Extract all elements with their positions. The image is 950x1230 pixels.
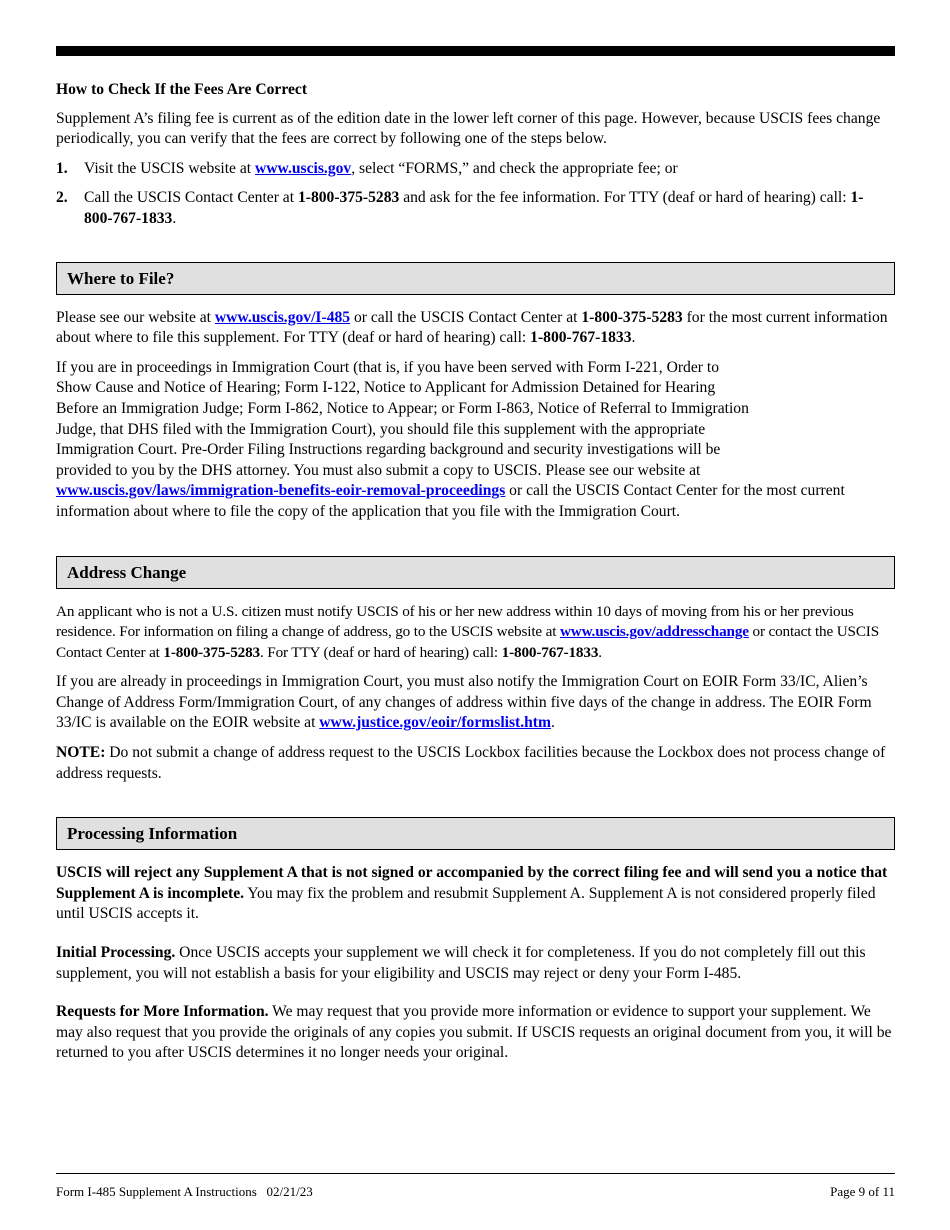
address-para-1: An applicant who is not a U.S. citizen must notify USCIS of his or her new address within 10 days of moving from his or her previous residence. For information on filing a change of address, go to the USCIS website at www.uscis.gov/addresschange or contact the USCIS Contact Center at 1-800-375-5283. For TTY (deaf or hard of hearing) call: 1-800-767-1833. <box>56 602 880 661</box>
note-label: NOTE: <box>56 744 106 762</box>
address-para-2: If you are already in proceedings in Immigration Court, you must also notify the Immigration Court on EOIR Form 33/IC, Alien’s Change of Address Form/Immigration Court, of any changes of address within five days of the change in address. The EOIR Form 33/IC is available on the EOIR website at www.justice.gov/eoir/formslist.htm. <box>56 673 872 732</box>
footer-page-number: Page 9 of 11 <box>830 1184 895 1199</box>
eoir-forms-link[interactable]: www.justice.gov/eoir/formslist.htm <box>319 714 551 732</box>
address-note: NOTE: Do not submit a change of address request to the USCIS Lockbox facilities because the Lockbox does not process change of address requests. <box>56 744 886 782</box>
processing-para-3: Requests for More Information. We may request that you provide more information or evidence to support your supplement. We may also request that you provide the originals of any copies you submit. If USCIS requests an original document from you, it will be returned to you after USCIS determines it no longer needs your original. <box>56 1003 892 1062</box>
tty-phone: 1-800-767-1833 <box>84 189 864 227</box>
contact-phone: 1-800-375-5283 <box>297 189 400 207</box>
where-to-file-header: Where to File? <box>56 262 895 295</box>
top-rule <box>56 46 895 56</box>
list-item <box>56 159 892 180</box>
processing-para-2: Initial Processing. Once USCIS accepts your supplement we will check it for completeness. If you do not completely fill out this supplement, you will not establish a basis for your eligibility and USCIS may reject or deny your Form I-485. <box>56 944 866 982</box>
address-change-link[interactable]: www.uscis.gov/addresschange <box>559 623 749 641</box>
footer-form-edition: Form I-485 Supplement A Instructions 02/21/23 <box>56 1184 313 1199</box>
page-content <box>56 80 892 1064</box>
list-item <box>56 188 892 229</box>
where-para-1: Please see our website at www.uscis.gov/I-485 or call the USCIS Contact Center at 1-800-375-5283 for the most current information about where to file this supplement. For TTY (deaf or hard of hearing) call: 1-800-767-1833. <box>56 308 888 347</box>
fees-heading: How to Check If the Fees Are Correct <box>56 81 308 98</box>
uscis-website-link[interactable]: www.uscis.gov <box>255 159 352 177</box>
where-para-2: If you are in proceedings in Immigration Court (that is, if you have been served with Form I-221, Order to Show Cause and Notice of Hearing; Form I-122, Notice to Applicant for Admission Detained for Hearing Before an Immigration Judge; Form I-862, Notice to Appear; or Form I-863, Notice of Referral to Immigration Judge, that DHS filed with the Immigration Court), you should file this supplement with the appropriate Immigration Court. Pre-Order Filing Instructions regarding background and security investigations will be provided to you by the DHS attorney. You must also submit a copy to USCIS. Please see our website at www.uscis.gov/laws/immigration-benefits-eoir-removal-proceedings or call the USCIS Contact Center for the most current information about where to file the copy of the application that you file with the Immigration Court. <box>56 358 845 520</box>
processing-header: Processing Information <box>56 817 895 850</box>
list-text: Visit the USCIS website at www.uscis.gov, select “FORMS,” and check the appropriate fee; or <box>84 159 678 177</box>
i485-link[interactable]: www.uscis.gov/I-485 <box>214 308 351 326</box>
footer-rule <box>56 1173 895 1174</box>
list-number: 1. <box>56 159 68 177</box>
address-change-header: Address Change <box>56 556 895 589</box>
eoir-proceedings-link[interactable]: www.uscis.gov/laws/immigration-benefits-eoir-removal-proceedings <box>56 482 506 500</box>
list-text: Call the USCIS Contact Center at 1-800-375-5283 and ask for the fee information. For TTY (deaf or hard of hearing) call: 1-800-767-1833. <box>84 189 864 227</box>
list-number: 2. <box>56 189 68 207</box>
processing-para-1: USCIS will reject any Supplement A that is not signed or accompanied by the correct filing fee and will send you a notice that Supplement A is incomplete. You may fix the problem and resubmit Supplement A. Supplement A is not considered properly filed until USCIS accepts it. <box>56 864 888 923</box>
fees-intro: Supplement A’s filing fee is current as of the edition date in the lower left corner of this page. However, because USCIS fees change periodically, you can verify that the fees are correct by following one of the steps below. <box>56 109 881 148</box>
